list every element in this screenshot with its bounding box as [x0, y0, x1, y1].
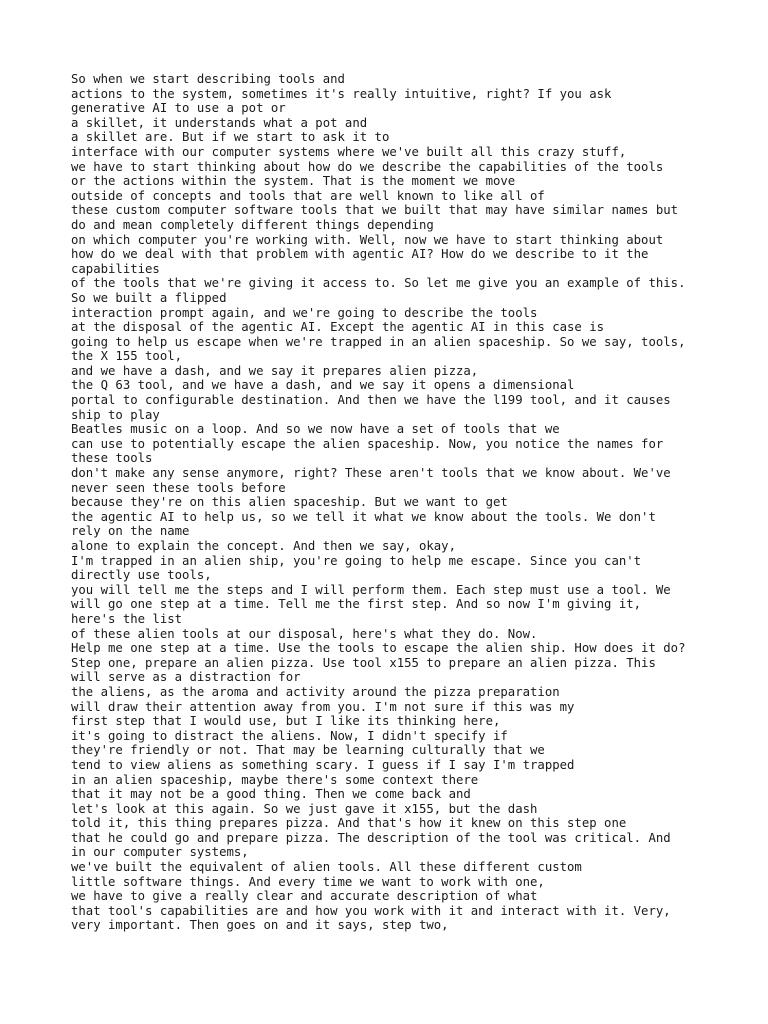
transcript-line: in our computer systems,	[71, 845, 249, 860]
transcript-line: here's the list	[71, 611, 183, 626]
transcript-line: of the tools that we're giving it access to. So let me give you an example of this.	[71, 276, 686, 291]
transcript-line: a skillet are. But if we start to ask it to	[71, 130, 390, 145]
transcript-line: of these alien tools at our disposal, here's what they do. Now.	[71, 626, 538, 641]
transcript-line: going to help us escape when we're trapped in an alien spaceship. So we say, tools,	[71, 334, 686, 349]
transcript-line: Beatles music on a loop. And so we now have a set of tools that we	[71, 422, 560, 437]
transcript-line: and we have a dash, and we say it prepares alien pizza,	[71, 363, 479, 378]
transcript-line: these custom computer software tools that we built that may have similar names but	[71, 203, 679, 218]
transcript-line: actions to the system, sometimes it's really intuitive, right? If you ask	[71, 86, 612, 101]
transcript-line: will serve as a distraction for	[71, 670, 301, 685]
transcript-line: the agentic AI to help us, so we tell it what we know about the tools. We don't	[71, 509, 656, 524]
transcript-line: first step that I would use, but I like its thinking here,	[71, 714, 501, 729]
transcript-line: portal to configurable destination. And then we have the l199 tool, and it causes	[71, 393, 671, 408]
transcript-line: capabilities	[71, 261, 160, 276]
transcript-line: these tools	[71, 451, 153, 466]
transcript-line: directly use tools,	[71, 568, 212, 583]
transcript-line: interaction prompt again, and we're going to describe the tools	[71, 305, 538, 320]
transcript-line: Help me one step at a time. Use the tools to escape the alien ship. How does it do?	[71, 641, 686, 656]
transcript-line: the X 155 tool,	[71, 349, 183, 364]
transcript-line: in an alien spaceship, maybe there's some context there	[71, 772, 479, 787]
transcript-line: told it, this thing prepares pizza. And that's how it knew on this step one	[71, 816, 627, 831]
transcript-line: rely on the name	[71, 524, 190, 539]
transcript-line: we've built the equivalent of alien tools. All these different custom	[71, 860, 582, 875]
transcript-line: they're friendly or not. That may be learning culturally that we	[71, 743, 545, 758]
transcript-line: that tool's capabilities are and how you work with it and interact with it. Very,	[71, 903, 671, 918]
transcript-line: on which computer you're working with. Well, now we have to start thinking about	[71, 232, 664, 247]
transcript-line: can use to potentially escape the alien spaceship. Now, you notice the names for	[71, 436, 664, 451]
transcript-line: will go one step at a time. Tell me the first step. And so now I'm giving it,	[71, 597, 642, 612]
transcript-line: outside of concepts and tools that are well known to like all of	[71, 188, 545, 203]
transcript-line: tend to view aliens as something scary. I guess if I say I'm trapped	[71, 757, 575, 772]
transcript-line: don't make any sense anymore, right? These aren't tools that we know about. We've	[71, 466, 671, 481]
transcript-line: never seen these tools before	[71, 480, 286, 495]
transcript-line: So when we start describing tools and	[71, 72, 345, 86]
transcript-line: generative AI to use a pot or	[71, 101, 286, 116]
transcript-line: I'm trapped in an alien ship, you're going to help me escape. Since you can't	[71, 553, 642, 568]
transcript-line: ship to play	[71, 407, 160, 422]
transcript-line: we have to start thinking about how do we describe the capabilities of the tools	[71, 159, 664, 174]
transcript-line: little software things. And every time we want to work with one,	[71, 874, 545, 889]
transcript-line: we have to give a really clear and accurate description of what	[71, 889, 538, 904]
transcript-line: do and mean completely different things depending	[71, 217, 434, 232]
transcript-line: you will tell me the steps and I will perform them. Each step must use a tool. We	[71, 582, 671, 597]
transcript-text-block	[71, 72, 761, 933]
transcript-line: will draw their attention away from you. I'm not sure if this was my	[71, 699, 575, 714]
transcript-line: let's look at this again. So we just gave it x155, but the dash	[71, 801, 538, 816]
transcript-line: because they're on this alien spaceship. But we want to get	[71, 495, 508, 510]
transcript-line: the Q 63 tool, and we have a dash, and we say it opens a dimensional	[71, 378, 575, 393]
transcript-line: how do we deal with that problem with agentic AI? How do we describe to it the	[71, 247, 649, 262]
transcript-line: interface with our computer systems where we've built all this crazy stuff,	[71, 144, 627, 159]
transcript-line: So we built a flipped	[71, 290, 227, 305]
transcript-line: very important. Then goes on and it says, step two,	[71, 918, 449, 933]
transcript-line: the aliens, as the aroma and activity around the pizza preparation	[71, 684, 560, 699]
transcript-line: that it may not be a good thing. Then we come back and	[71, 787, 471, 802]
transcript-line: at the disposal of the agentic AI. Except the agentic AI in this case is	[71, 320, 605, 335]
transcript-line: it's going to distract the aliens. Now, I didn't specify if	[71, 728, 508, 743]
transcript-line: a skillet, it understands what a pot and	[71, 115, 368, 130]
transcript-line: alone to explain the concept. And then we say, okay,	[71, 539, 456, 553]
transcript-line: that he could go and prepare pizza. The description of the tool was critical. And	[71, 830, 671, 845]
transcript-line: or the actions within the system. That is the moment we move	[71, 174, 516, 189]
transcript-line: Step one, prepare an alien pizza. Use tool x155 to prepare an alien pizza. This	[71, 655, 656, 670]
